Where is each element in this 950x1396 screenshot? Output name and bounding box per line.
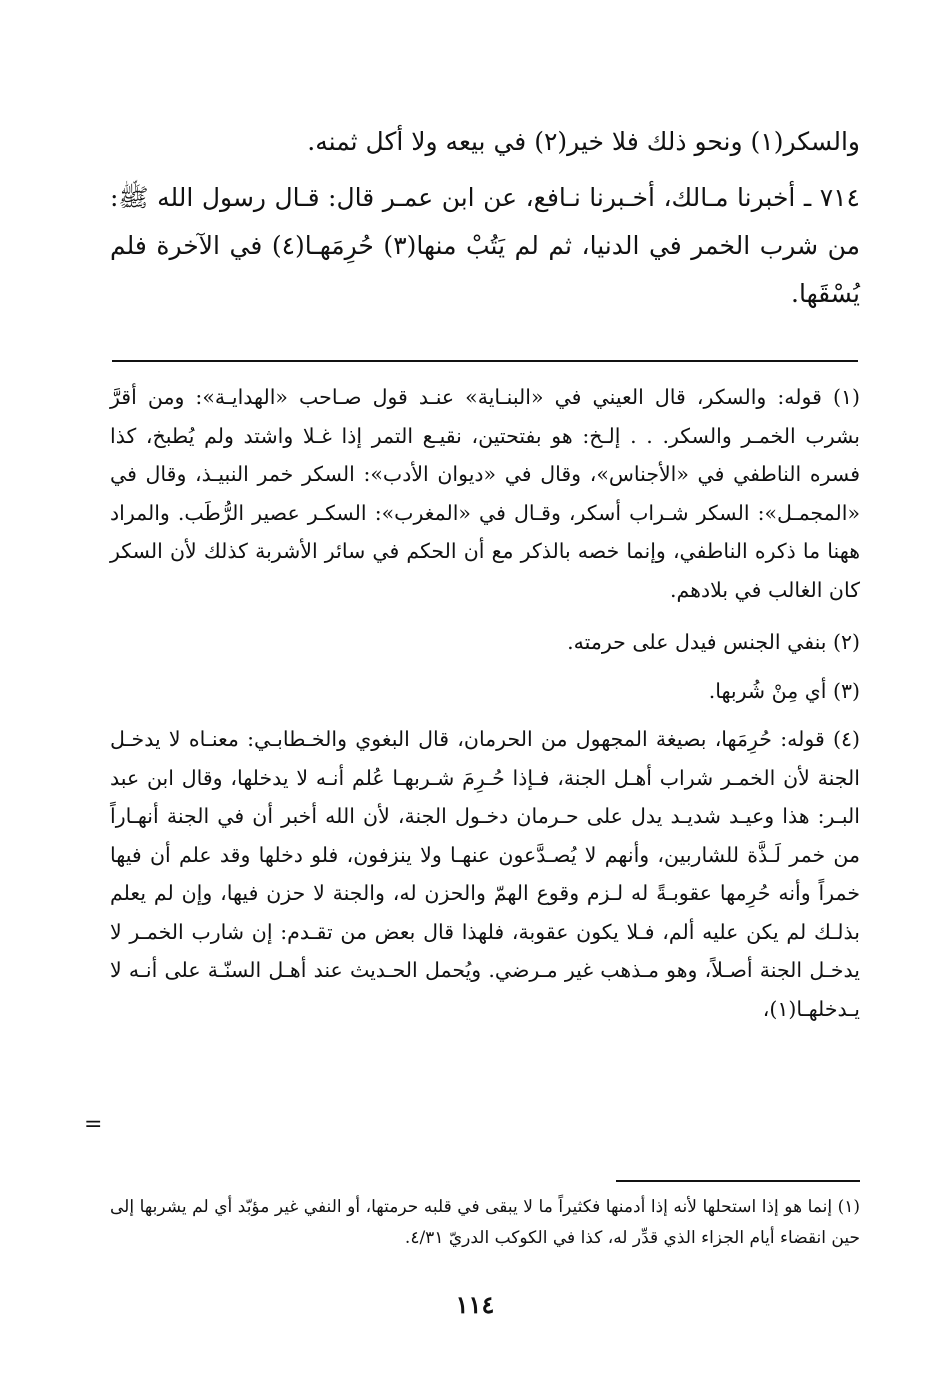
main-line-1: والسكر(١) ونحو ذلك فلا خير(٢) في بيعه ولا أكل ثمنه. (307, 127, 860, 156)
footnote-4: (٤) قوله: حُرِمَها، بصيغة المجهول من الحرمان، قال البغوي والخـطابـي: معنـاه لا يدخـل الجنة لأن الخمـر شراب أهـل الجنة، فـإذا حُـرِمَ شـربهـا عُلم أنـه لا يدخلها، وقال ابن عبد البـر: هذا وعيـد شديـد يدل على حـرمان دخـول الجنة، لأن الله أخبر أن في الجنة أنهـاراً من خمر لَـذَّة للشاربين، وأنهم لا يُصـدَّعون عنهـا ولا ينزفون، فلو دخلها وقد علم أن فيها خمراً وأنه حُرِمها عقوبـةً له لـزم وقوع الهمّ والحزن له، والجنة لا حزن فيها، وإن لم يعلم بذلـك لم يكن عليه ألم، فـلا يكون عقوبة، فلهذا قال بعض من تقـدم: إن شارب الخمـر لا يدخـل الجنة أصـلاً، وهو مـذهب غير مـرضي. ويُحمل الحـديث عند أهـل السنّـة على أنـه لا يـدخلهـا(١)، (110, 727, 860, 1021)
continuation-mark: = (84, 1112, 103, 1137)
footnotes (110, 378, 860, 1042)
hadith-714: ٧١٤ ـ أخبرنا مـالك، أخـبرنا نـافع، عن ابن عمـر قال: قـال رسول الله ﷺ: من شرب الخمر في الدنيا، ثم لم يَتُبْ منها(٣) حُرِمَهـا(٤) في الآخرة فلم يُسْقَها. (110, 183, 860, 308)
footnote-2: (٢) بنفي الجنس فيدل على حرمته. (567, 630, 860, 654)
footnote-1: (١) قوله: والسكر، قال العيني في «البنـاية» عنـد قول صـاحب «الهدايـة»: ومن أقرَّ بشرب الخمـر والسكر. . . إلـخ: هو بفتحتين، نقيـع التمر إذا غـلا واشتد ولم يُطبخ، كذا فسره الناطفي في «الأجناس»، وقال في «ديوان الأدب»: السكر خمر النبيـذ، وقال في «المجمـل»: السكر شـراب أسكر، وقـال في «المغرب»: السكـر عصير الرُّطَب. والمراد ههنا ما ذكره الناطفي، وإنما خصه بالذكر مع أن الحكم في سائر الأشربة كذلك لأن السكر كان الغالب في بلادهم. (110, 385, 860, 602)
sub-footnote-1: (١) إنما هو إذا استحلها لأنه إذا أدمنها فكثيراً ما لا يبقى في قلبه حرمتها، أو النفي غير مؤبّد أي لم يشربها إلى حين انقضاء أيام الجزاء الذي قدِّر له، كذا في الكوكب الدريّ ٤/٣١. (110, 1197, 860, 1248)
subnote-separator (616, 1180, 860, 1182)
main-text (110, 118, 860, 318)
footnote-separator (112, 360, 858, 362)
sub-footnotes (110, 1192, 860, 1254)
page-number: ١١٤ (455, 1290, 495, 1319)
footnote-3: (٣) أي مِنْ شُربها. (708, 678, 860, 703)
